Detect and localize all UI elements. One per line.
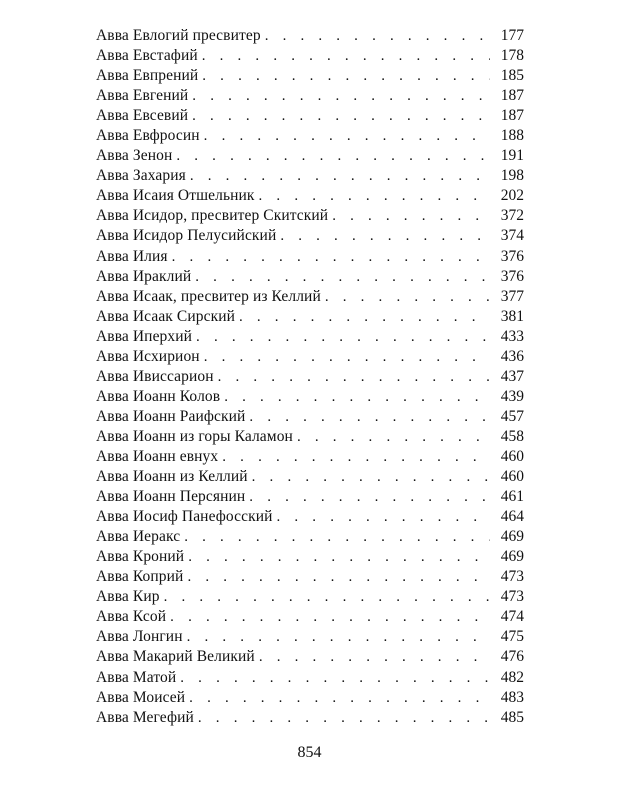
toc-entry-page: 202 <box>500 187 524 205</box>
toc-entry-title: Авва Лонгин <box>96 628 183 646</box>
dot-leader <box>188 106 490 126</box>
dot-leader <box>248 467 490 487</box>
toc-entry-page: 464 <box>500 508 524 526</box>
toc-entry <box>96 247 524 267</box>
toc-entry-page: 437 <box>500 367 524 385</box>
toc-entry-page: 191 <box>500 147 524 165</box>
toc-entry-page: 376 <box>500 247 524 265</box>
toc-entry <box>96 106 524 126</box>
toc-entry <box>96 226 524 246</box>
toc-entry-title: Авва Иперхий <box>96 327 193 345</box>
toc-entry-title: Авва Моисей <box>96 688 186 706</box>
toc-entry <box>96 467 524 487</box>
dot-leader <box>160 587 490 607</box>
toc-entry <box>96 186 524 206</box>
dot-leader <box>245 407 490 427</box>
toc-entry-page: 381 <box>500 307 524 325</box>
toc-entry <box>96 708 524 728</box>
dot-leader <box>214 367 490 387</box>
dot-leader <box>172 146 490 166</box>
toc-entry-title: Авва Кроний <box>96 548 185 566</box>
toc-entry <box>96 146 524 166</box>
toc-entry-page: 461 <box>500 488 524 506</box>
toc-entry <box>96 487 524 507</box>
toc-entry-page: 377 <box>500 287 524 305</box>
toc-entry-title: Авва Иоанн из горы Каламон <box>96 427 293 445</box>
toc-entry-page: 485 <box>500 708 524 726</box>
toc-entry-title: Авва Исаия Отшельник <box>96 187 255 205</box>
dot-leader <box>168 247 490 267</box>
toc-entry-page: 469 <box>500 548 524 566</box>
toc-entry-page: 473 <box>500 588 524 606</box>
toc-entry-page: 177 <box>500 27 524 44</box>
toc-entry <box>96 126 524 146</box>
toc-entry-title: Авва Ивиссарион <box>96 367 214 385</box>
toc-entry-page: 188 <box>500 127 524 145</box>
dot-leader <box>166 607 490 627</box>
toc-entry <box>96 166 524 186</box>
toc-entry <box>96 206 524 226</box>
toc-entry-page: 372 <box>500 207 524 225</box>
toc-entry-title: Авва Исаак, пресвитер из Келлий <box>96 287 321 305</box>
toc-entry-title: Авва Зенон <box>96 147 173 165</box>
toc-entry <box>96 447 524 467</box>
toc-entry <box>96 287 524 307</box>
dot-leader <box>198 66 490 86</box>
dot-leader <box>218 447 490 467</box>
toc-entry-page: 460 <box>500 447 524 465</box>
toc-entry-page: 187 <box>500 107 524 125</box>
toc-entry <box>96 567 524 587</box>
dot-leader <box>235 307 490 327</box>
dot-leader <box>180 527 490 547</box>
toc-entry-page: 483 <box>500 688 524 706</box>
dot-leader <box>328 206 490 226</box>
toc-entry-title: Авва Исхирион <box>96 347 200 365</box>
toc-entry <box>96 427 524 447</box>
toc-entry <box>96 46 524 66</box>
dot-leader <box>198 46 490 66</box>
toc-entry-page: 433 <box>500 327 524 345</box>
toc-entry <box>96 607 524 627</box>
toc-entry-page: 474 <box>500 608 524 626</box>
toc-entry-title: Авва Иоанн Раифский <box>96 407 246 425</box>
toc-entry-page: 436 <box>500 347 524 365</box>
toc-entry <box>96 507 524 527</box>
dot-leader <box>186 166 490 186</box>
toc-entry-page: 473 <box>500 568 524 586</box>
toc-entry-title: Авва Коприй <box>96 568 184 586</box>
toc-entry <box>96 387 524 407</box>
dot-leader <box>200 126 490 146</box>
toc-entry-title: Авва Иеракс <box>96 528 181 546</box>
dot-leader <box>194 708 490 728</box>
toc-entry-page: 475 <box>500 628 524 646</box>
page-number: 854 <box>297 744 322 761</box>
toc-entry-title: Авва Евлогий пресвитер <box>96 27 261 44</box>
dot-leader <box>184 547 490 567</box>
toc-entry-title: Авва Иоанн Персянин <box>96 488 246 506</box>
toc-entry-title: Авва Евсевий <box>96 107 189 125</box>
table-of-contents <box>96 26 524 728</box>
toc-entry-page: 376 <box>500 267 524 285</box>
dot-leader <box>220 387 490 407</box>
toc-entry-page: 482 <box>500 668 524 686</box>
toc-entry-page: 457 <box>500 407 524 425</box>
toc-entry-page: 187 <box>500 87 524 105</box>
dot-leader <box>183 567 490 587</box>
dot-leader <box>321 287 490 307</box>
toc-entry <box>96 688 524 708</box>
toc-entry <box>96 26 524 46</box>
toc-entry-title: Авва Иоанн из Келлий <box>96 468 248 486</box>
dot-leader <box>191 267 490 287</box>
dot-leader <box>176 668 490 688</box>
toc-entry <box>96 547 524 567</box>
toc-entry-title: Авва Ираклий <box>96 267 192 285</box>
toc-entry <box>96 347 524 367</box>
dot-leader <box>276 226 490 246</box>
toc-entry-title: Авва Иоанн Колов <box>96 387 221 405</box>
toc-entry <box>96 668 524 688</box>
toc-entry-title: Авва Евгений <box>96 87 189 105</box>
dot-leader <box>261 26 490 46</box>
dot-leader <box>273 507 491 527</box>
toc-entry-title: Авва Исидор, пресвитер Скитский <box>96 207 329 225</box>
dot-leader <box>255 186 490 206</box>
toc-entry <box>96 407 524 427</box>
toc-entry-page: 178 <box>500 47 524 65</box>
toc-entry-page: 460 <box>500 468 524 486</box>
toc-entry-title: Авва Исаак Сирский <box>96 307 235 325</box>
toc-entry-title: Авва Илия <box>96 247 168 265</box>
toc-entry-title: Авва Иосиф Панефосский <box>96 508 273 526</box>
toc-entry-title: Авва Ксой <box>96 608 167 626</box>
toc-entry-title: Авва Евстафий <box>96 47 198 65</box>
dot-leader <box>293 427 490 447</box>
toc-entry-title: Авва Захария <box>96 167 186 185</box>
dot-leader <box>183 627 490 647</box>
toc-entry-title: Авва Макарий Великий <box>96 648 255 666</box>
toc-entry <box>96 267 524 287</box>
toc-entry <box>96 647 524 667</box>
toc-entry-title: Авва Матой <box>96 668 177 686</box>
toc-entry <box>96 367 524 387</box>
toc-entry-page: 469 <box>500 528 524 546</box>
toc-entry <box>96 627 524 647</box>
toc-entry-page: 198 <box>500 167 524 185</box>
dot-leader <box>200 347 490 367</box>
toc-entry-page: 476 <box>500 648 524 666</box>
toc-entry-title: Авва Евпрений <box>96 67 199 85</box>
toc-entry <box>96 307 524 327</box>
toc-entry-page: 458 <box>500 427 524 445</box>
toc-entry-title: Авва Евфросин <box>96 127 200 145</box>
dot-leader <box>185 688 490 708</box>
toc-entry-page: 185 <box>500 67 524 85</box>
toc-entry-title: Авва Иоанн евнух <box>96 447 219 465</box>
toc-entry-title: Авва Исидор Пелусийский <box>96 227 277 245</box>
toc-entry-page: 374 <box>500 227 524 245</box>
dot-leader <box>188 86 490 106</box>
toc-entry <box>96 327 524 347</box>
dot-leader <box>245 487 490 507</box>
toc-entry <box>96 587 524 607</box>
toc-entry-page: 439 <box>500 387 524 405</box>
toc-entry <box>96 86 524 106</box>
dot-leader <box>255 647 490 667</box>
dot-leader <box>192 327 490 347</box>
toc-entry <box>96 66 524 86</box>
toc-entry <box>96 527 524 547</box>
toc-entry-title: Авва Мегефий <box>96 708 194 726</box>
toc-entry-title: Авва Кир <box>96 588 160 606</box>
